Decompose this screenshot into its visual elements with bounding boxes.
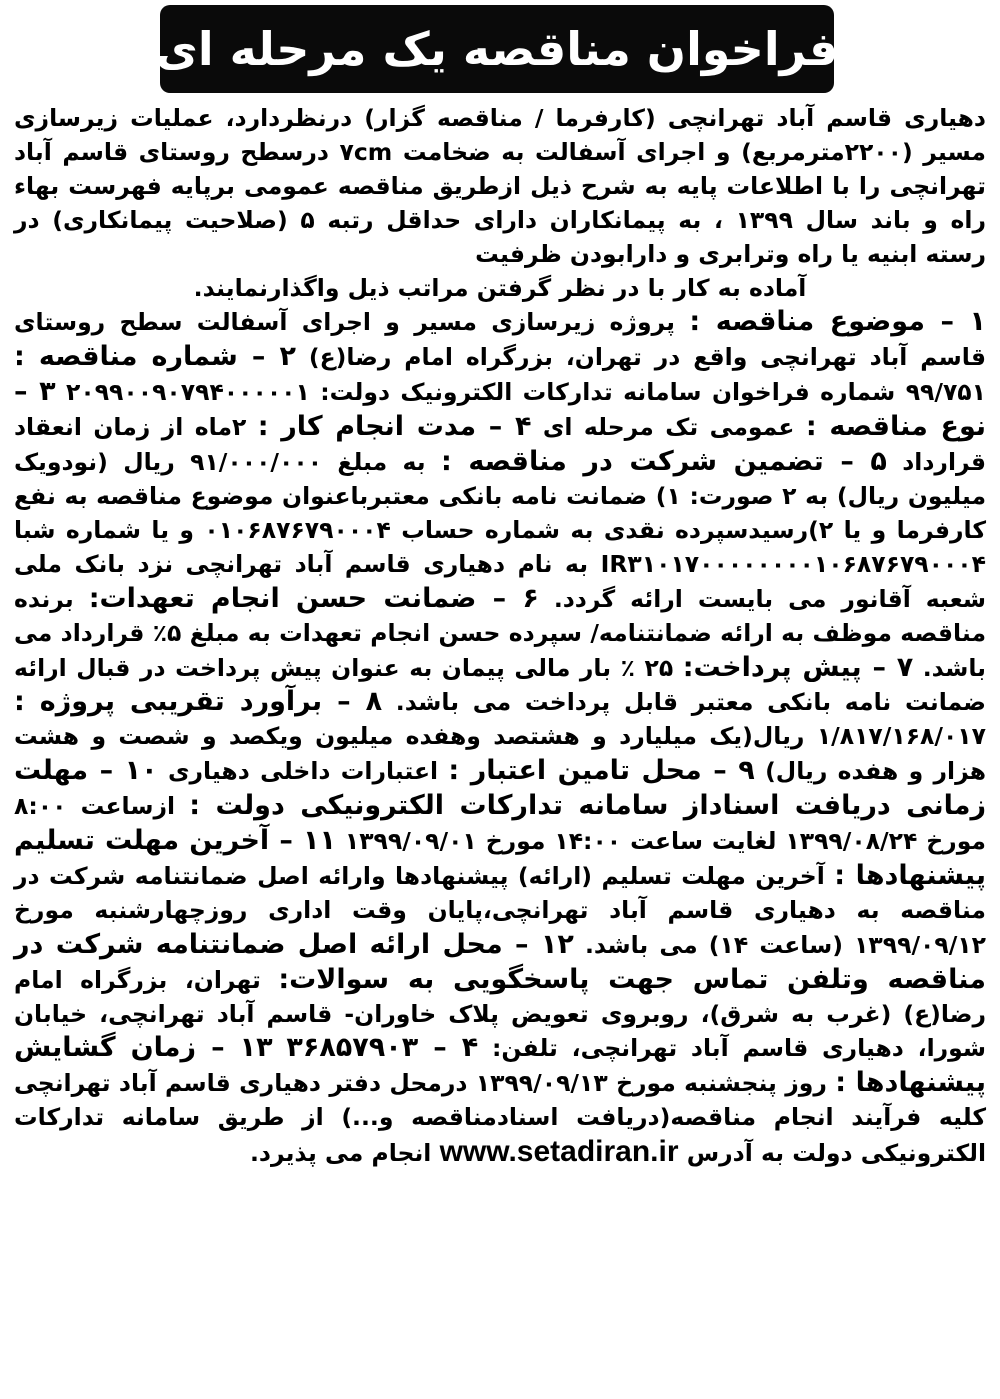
setadiran-link[interactable]: www.setadiran.ir [439, 1135, 679, 1169]
sections-paragraph [14, 305, 986, 1171]
section-10-text: ازساعت ۸:۰۰ مورخ ۱۳۹۹/۰۸/۲۴ لغایت ساعت ۱۴:۰۰ مورخ ۱۳۹۹/۰۹/۰۱ [14, 792, 986, 856]
intro-last-text: آماده به کار با در نظر گرفتن مراتب ذیل واگذارنمایند. [193, 273, 807, 302]
section-8-text: ۱/۸۱۷/۱۶۸/۰۱۷ ریال(یک میلیارد و هشتصد وهفده میلیون ویکصد و شصت و هشت هزار و هفده ریال) [14, 722, 987, 786]
section-7-text: ۲۵ ٪ بار مالی پیمان به عنوان پیش پرداخت در قبال ارائه ضمانت نامه بانکی معتبر قابل پرداخت می باشد. [14, 653, 986, 717]
section-10-heading: ۱۰ – مهلت زمانی دریافت اسناداز سامانه تدارکات الکترونیکی دولت : [14, 755, 986, 822]
intro-paragraph [14, 102, 986, 272]
section-7-heading: ۷ – پیش پرداخت: [682, 651, 914, 683]
section-5-iban: IR۳۱۰۱۷۰۰۰۰۰۰۰۰۱۰۶۸۷۶۷۹۰۰۰۴ [600, 549, 986, 578]
section-4-text: ۲ماه از زمان انعقاد قرارداد [14, 413, 987, 477]
section-6-text: برنده مناقصه موظف به ارائه ضمانتنامه/ سپرده حسن انجام تعهدات به مبلغ ۵٪ قرارداد می باشد. [14, 584, 987, 682]
section-12-text: تهران، بزرگراه امام رضا(ع) (غرب به شرق)، روبروی تعویض پلاک خاوران- قاسم آباد تهرانچی، خیابان شورا، دهیاری قاسم آباد تهرانچی، تلفن: [14, 965, 986, 1063]
section-3-heading: ۳ – نوع مناقصه : [14, 376, 987, 443]
section-6-heading: ۶ – ضمانت حسن انجام تعهدات: [88, 582, 539, 614]
section-5-text: به مبلغ ۹۱/۰۰۰/۰۰۰ ریال (نودویک میلیون ریال) به ۲ صورت: ۱) ضمانت نامه بانکی معتبرباعنوان موضوع مناقصه به نفع کارفرما و یا ۲)رسیدسپرده نقدی به شماره حساب ۰۱۰۶۸۷۶۷۹۰۰۰۴ و یا شماره شبا [14, 448, 986, 544]
section-13-text: روز پنجشنبه مورخ ۱۳۹۹/۰۹/۱۳ درمحل دفتر دهیاری قاسم آباد تهرانچی کلیه فرآیند انجام مناقصه(دریافت اسنادمناقصه و...) از طریق سامانه تدارکات الکترونیکی دولت به آدرس [14, 1069, 986, 1168]
section-9-text: اعتبارات داخلی دهیاری [167, 757, 439, 786]
section-11-heading: ۱۱ – آخرین مهلت تسلیم پیشنهادها : [14, 825, 987, 891]
section-4-heading: ۴ – مدت انجام کار : [257, 411, 532, 443]
section-3-text: عمومی تک مرحله ای [542, 413, 795, 442]
section-9-heading: ۹ – محل تامین اعتبار : [448, 755, 755, 787]
section-5-text-2: به نام دهیاری قاسم آباد تهرانچی نزد بانک ملی شعبه آقانور می بایست ارائه گردد. [14, 549, 986, 613]
section-12-phone: ۴ – ۳۶۸۵۷۹۰۳ [286, 1032, 479, 1064]
section-8-heading: ۸ – برآورد تقریبی پروژه : [14, 686, 383, 718]
section-13-heading: ۱۳ – زمان گشایش پیشنهادها : [14, 1032, 986, 1099]
section-5-heading: ۵ – تضمین شرکت در مناقصه : [440, 446, 887, 478]
section-1-text: پروژه زیرسازی مسیر و اجرای آسفالت سطح روستای قاسم آباد تهرانچی واقع در تهران، بزرگراه امام رضا(ع) [14, 308, 986, 372]
page-title: فراخوان مناقصه یک مرحله ای [155, 22, 839, 76]
title-banner [155, 5, 839, 93]
section-2-heading: ۲ – شماره مناقصه : [14, 341, 296, 373]
closing-text: انجام می پذیرد. [249, 1139, 432, 1168]
section-12-heading: ۱۲ – محل ارائه اصل ضمانتنامه شرکت در مناقصه وتلفن تماس جهت پاسخگویی به سوالات: [14, 928, 986, 995]
section-2-text: ۹۹/۷۵۱ شماره فراخوان سامانه تدارکات الکترونیک دولت: ۲۰۹۹۰۰۹۰۷۹۴۰۰۰۰۰۱ [66, 378, 986, 407]
intro-last-line [14, 272, 986, 306]
intro-text: دهیاری قاسم آباد تهرانچی (کارفرما / مناقصه گزار) درنظردارد، عملیات زیرسازی مسیر (۲۲۰۰مترمربع) و اجرای آسفالت به ضخامت ۷cm درسطح روستای قاسم آباد تهرانچی را با اطلاعات پایه به شرح ذیل ازطریق مناقصه عمومی برپایه فهرست بهاء راه و باند سال ۱۳۹۹ ، به پیمانکاران دارای حداقل رتبه ۵ (صلاحیت پیمانکاری) در رسته ابنیه یا راه وترابری و دارابودن ظرفیت [14, 104, 986, 268]
notice-body [14, 102, 986, 1392]
section-11-text: آخرین مهلت تسلیم (ارائه) پیشنهادها وارائه اصل ضمانتنامه شرکت در مناقصه به دهیاری قاسم آباد تهرانچی،پایان وقت اداری روزچهارشنبه مورخ ۱۳۹۹/۰۹/۱۲ (ساعت ۱۴) می باشد. [14, 861, 986, 959]
section-1-heading: ۱ – موضوع مناقصه : [689, 306, 987, 338]
